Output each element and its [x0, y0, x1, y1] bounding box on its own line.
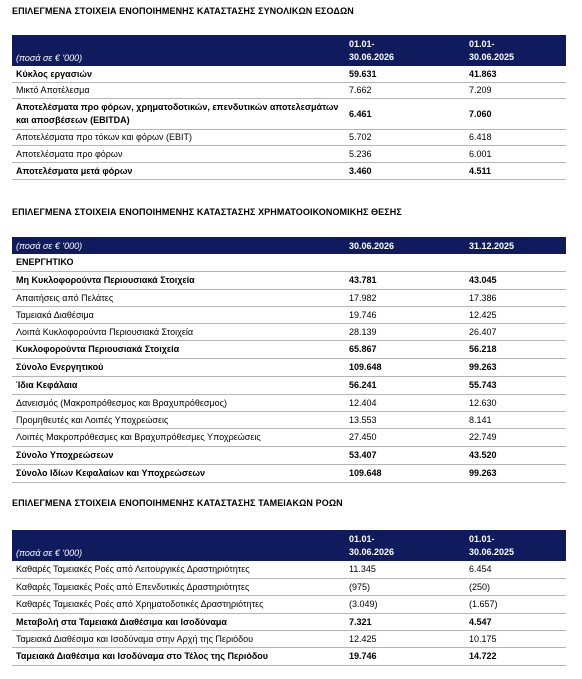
cashflow-row-label: Καθαρές Ταμειακές Ροές από Επενδυτικές Δραστηριότητες — [12, 578, 345, 595]
balance-row — [12, 306, 566, 323]
balance-row-value-col1: 19.746 — [345, 306, 465, 323]
balance-row-value-col2: 55.743 — [465, 376, 566, 394]
income-col1-line2: 30.06.2026 — [349, 51, 395, 62]
balance-row-value-col1: 65.867 — [345, 340, 465, 358]
cashflow-row-value-col1: 11.345 — [345, 561, 465, 578]
income-row-value-col2: 6.418 — [465, 129, 566, 145]
balance-row — [12, 394, 566, 411]
balance-body — [12, 271, 566, 482]
cashflow-row-label: Καθαρές Ταμειακές Ροές από Χρηματοδοτικές Δραστηριότητες — [12, 595, 345, 613]
cashflow-row-value-col2: 10.175 — [465, 630, 566, 647]
cashflow-row — [12, 630, 566, 647]
balance-row — [12, 446, 566, 464]
cashflow-row-value-col1: (3.049) — [345, 595, 465, 613]
cashflow-row-value-col2: (1.657) — [465, 595, 566, 613]
balance-row-label: Κυκλοφορούντα Περιουσιακά Στοιχεία — [12, 340, 345, 358]
income-row-value-col2: 41.863 — [465, 66, 566, 82]
income-row-label: Αποτελέσματα προ φόρων, χρηματοδοτικών, επενδυτικών αποτελεσμάτων και αποσβέσεων (EBITDA) — [12, 98, 345, 129]
balance-row-label: Προμηθευτές και Λοιπές Υποχρεώσεις — [12, 411, 345, 428]
balance-row-value-col1: 28.139 — [345, 323, 465, 340]
income-header-row — [12, 35, 566, 66]
income-col1-header — [345, 35, 465, 66]
balance-row-value-col2: 17.386 — [465, 289, 566, 306]
income-row-label: Αποτελέσματα προ τόκων και φόρων (EBIT) — [12, 129, 345, 145]
income-section — [12, 4, 566, 18]
income-row-label: Αποτελέσματα προ φόρων — [12, 145, 345, 162]
balance-row — [12, 358, 566, 376]
balance-title: ΕΠΙΛΕΓΜΕΝΑ ΣΤΟΙΧΕΙΑ ΕΝΟΠΟΙΗΜΕΝΗΣ ΚΑΤΑΣΤΑΣΗΣ ΧΡΗΜΑΤΟΟΙΚΟΝΟΜΙΚΗΣ ΘΕΣΗΣ — [12, 207, 402, 217]
balance-row-label: Ταμειακά Διαθέσιμα — [12, 306, 345, 323]
balance-row-label: Δανεισμός (Μακροπρόθεσμος και Βραχυπρόθεσμος) — [12, 394, 345, 411]
balance-row-value-col1: 43.781 — [345, 271, 465, 289]
cashflow-row-label: Ταμειακά Διαθέσιμα και Ισοδύναμα στο Τέλος της Περιόδου — [12, 647, 345, 665]
cashflow-body — [12, 561, 566, 665]
balance-row-value-col2: 8.141 — [465, 411, 566, 428]
balance-row-label: Σύνολο Υποχρεώσεων — [12, 446, 345, 464]
cashflow-row-value-col1: 19.746 — [345, 647, 465, 665]
cashflow-row — [12, 613, 566, 630]
income-col2-header — [465, 35, 566, 66]
income-row-value-col1: 7.662 — [345, 82, 465, 98]
balance-row — [12, 289, 566, 306]
cashflow-col1-line1: 01.01- — [349, 533, 375, 544]
income-table — [12, 35, 566, 180]
balance-row-label: Λοιπές Μακροπρόθεσμες και Βραχυπρόθεσμες Υποχρεώσεις — [12, 428, 345, 446]
cashflow-table-wrap — [12, 530, 566, 666]
balance-row-value-col2: 43.045 — [465, 271, 566, 289]
cashflow-row — [12, 647, 566, 665]
cashflow-row-value-col2: (250) — [465, 578, 566, 595]
balance-row-value-col2: 12.630 — [465, 394, 566, 411]
income-row-value-col1: 3.460 — [345, 162, 465, 179]
balance-row-value-col2: 99.263 — [465, 358, 566, 376]
balance-row — [12, 464, 566, 482]
income-row-value-col2: 7.060 — [465, 98, 566, 129]
income-row-value-col1: 5.236 — [345, 145, 465, 162]
balance-band-row — [12, 254, 566, 271]
income-col2-line1: 01.01- — [469, 38, 495, 49]
balance-row — [12, 411, 566, 428]
income-row-label: Αποτελέσματα μετά φόρων — [12, 162, 345, 179]
balance-unit-label: (ποσά σε € '000) — [16, 240, 83, 251]
cashflow-row — [12, 578, 566, 595]
income-row — [12, 129, 566, 145]
income-row-value-col2: 4.511 — [465, 162, 566, 179]
income-col2-line2: 30.06.2025 — [469, 51, 515, 62]
balance-table — [12, 237, 566, 483]
balance-row-value-col2: 56.218 — [465, 340, 566, 358]
income-row — [12, 98, 566, 129]
balance-row — [12, 323, 566, 340]
balance-row-label: Μη Κυκλοφορούντα Περιουσιακά Στοιχεία — [12, 271, 345, 289]
balance-row-label: Λοιπά Κυκλοφορούντα Περιουσιακά Στοιχεία — [12, 323, 345, 340]
cashflow-row-value-col1: (975) — [345, 578, 465, 595]
cashflow-row-label: Καθαρές Ταμειακές Ροές από Λειτουργικές Δραστηριότητες — [12, 561, 345, 578]
income-row-value-col1: 59.631 — [345, 66, 465, 82]
cashflow-title: ΕΠΙΛΕΓΜΕΝΑ ΣΤΟΙΧΕΙΑ ΕΝΟΠΟΙΗΜΕΝΗΣ ΚΑΤΑΣΤΑΣΗΣ ΤΑΜΕΙΑΚΩΝ ΡΟΩΝ — [12, 498, 343, 508]
balance-row — [12, 340, 566, 358]
income-row-value-col1: 5.702 — [345, 129, 465, 145]
income-row-value-col2: 7.209 — [465, 82, 566, 98]
income-row-value-col2: 6.001 — [465, 145, 566, 162]
balance-row-value-col2: 99.263 — [465, 464, 566, 482]
cashflow-table — [12, 530, 566, 666]
balance-row-value-col1: 13.553 — [345, 411, 465, 428]
cashflow-col2-line2: 30.06.2025 — [469, 546, 515, 557]
balance-row-value-col2: 12.425 — [465, 306, 566, 323]
balance-row-value-col2: 22.749 — [465, 428, 566, 446]
balance-row-value-col1: 109.648 — [345, 464, 465, 482]
income-row-label: Μικτό Αποτέλεσμα — [12, 82, 345, 98]
cashflow-row-label: Μεταβολή στα Ταμειακά Διαθέσιμα και Ισοδύναμα — [12, 613, 345, 630]
cashflow-row — [12, 561, 566, 578]
balance-row-value-col1: 109.648 — [345, 358, 465, 376]
cashflow-unit-label: (ποσά σε € '000) — [16, 548, 83, 558]
balance-row — [12, 428, 566, 446]
income-table-wrap — [12, 35, 566, 180]
income-col1-line1: 01.01- — [349, 38, 375, 49]
balance-header-row — [12, 237, 566, 254]
balance-row-label: Απαιτήσεις από Πελάτες — [12, 289, 345, 306]
cashflow-row-value-col2: 6.454 — [465, 561, 566, 578]
income-row — [12, 82, 566, 98]
balance-row-label: Ίδια Κεφάλαια — [12, 376, 345, 394]
cashflow-col1-header — [345, 530, 465, 561]
balance-row-label: Σύνολο Ενεργητικού — [12, 358, 345, 376]
cashflow-row-value-col1: 12.425 — [345, 630, 465, 647]
balance-row — [12, 271, 566, 289]
balance-section — [12, 205, 566, 219]
income-row-value-col1: 6.461 — [345, 98, 465, 129]
balance-row-value-col1: 53.407 — [345, 446, 465, 464]
income-row — [12, 66, 566, 82]
income-row — [12, 162, 566, 179]
cashflow-col2-line1: 01.01- — [469, 533, 495, 544]
balance-row-value-col1: 12.404 — [345, 394, 465, 411]
cashflow-row-label: Ταμειακά Διαθέσιμα και Ισοδύναμα στην Αρχή της Περιόδου — [12, 630, 345, 647]
cashflow-row-value-col2: 14.722 — [465, 647, 566, 665]
balance-row-value-col1: 17.982 — [345, 289, 465, 306]
balance-row — [12, 376, 566, 394]
cashflow-col2-header — [465, 530, 566, 561]
cashflow-row-value-col1: 7.321 — [345, 613, 465, 630]
income-row-label: Κύκλος εργασιών — [12, 66, 345, 82]
income-unit-label: (ποσά σε € '000) — [16, 53, 83, 63]
cashflow-header-row — [12, 530, 566, 561]
balance-table-wrap — [12, 237, 566, 483]
cashflow-col1-line2: 30.06.2026 — [349, 546, 395, 557]
balance-row-value-col1: 27.450 — [345, 428, 465, 446]
balance-col1-header: 30.06.2026 — [349, 240, 395, 251]
cashflow-section — [12, 496, 566, 510]
cashflow-row-value-col2: 4.547 — [465, 613, 566, 630]
balance-col2-header: 31.12.2025 — [469, 240, 515, 251]
balance-row-label: Σύνολο Ιδίων Κεφαλαίων και Υποχρεώσεων — [12, 464, 345, 482]
balance-row-value-col2: 43.520 — [465, 446, 566, 464]
balance-row-value-col1: 56.241 — [345, 376, 465, 394]
balance-row-value-col2: 26.407 — [465, 323, 566, 340]
income-row — [12, 145, 566, 162]
cashflow-row — [12, 595, 566, 613]
income-body — [12, 66, 566, 179]
income-title: ΕΠΙΛΕΓΜΕΝΑ ΣΤΟΙΧΕΙΑ ΕΝΟΠΟΙΗΜΕΝΗΣ ΚΑΤΑΣΤΑΣΗΣ ΣΥΝΟΛΙΚΩΝ ΕΣΟΔΩΝ — [12, 6, 354, 16]
balance-band-label: ΕΝΕΡΓΗΤΙΚΟ — [12, 254, 345, 271]
